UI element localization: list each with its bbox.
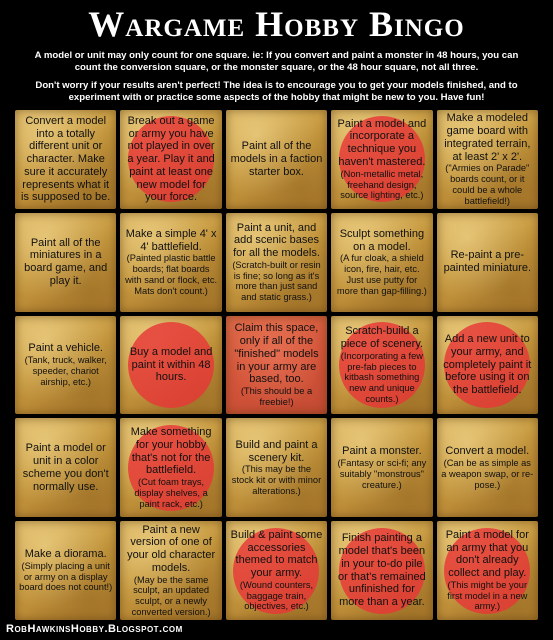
bingo-square[interactable] xyxy=(15,316,116,415)
bingo-square-task: Add a new unit to your army, and completely paint it before using it on the battlefield. xyxy=(443,333,532,397)
bingo-square-task: Paint all of the models in a faction starter box. xyxy=(230,140,323,178)
bingo-square[interactable] xyxy=(437,316,538,415)
bingo-square-task: Scratch-build a piece of scenery. xyxy=(340,325,424,351)
bingo-square-note: (This might be your first model in a new army.) xyxy=(447,579,528,612)
bingo-square-text xyxy=(120,115,221,204)
bingo-square-task: Paint all of the miniatures in a board game, and play it. xyxy=(24,236,108,287)
bingo-square-text xyxy=(331,325,432,404)
bingo-square-task: Paint a model or unit in a color scheme you don't normally use. xyxy=(22,442,109,493)
bingo-square-task: Build and paint a scenery kit. xyxy=(235,438,318,464)
bingo-square-text xyxy=(15,442,116,493)
bingo-square-text xyxy=(15,548,116,593)
bingo-square[interactable] xyxy=(437,418,538,517)
bingo-square-text xyxy=(331,445,432,490)
bingo-square-task: Make a modeled game board with integrated terrain, at least 2' x 2'. xyxy=(444,112,531,163)
bingo-square[interactable] xyxy=(15,110,116,209)
bingo-square-note: (A fur cloak, a shield icon, fire, hair, etc. Just use putty for more than gap-filling.) xyxy=(336,253,427,296)
bingo-square-task: Sculpt something on a model. xyxy=(339,227,425,253)
page-title: Wargame Hobby Bingo xyxy=(88,4,465,44)
bingo-square-text xyxy=(437,112,538,206)
bingo-square-note: (Can be as simple as a weapon swap, or re-pose.) xyxy=(441,457,534,490)
bingo-square-note: (May be the same sculpt, an updated sculpt, or a newly converted version.) xyxy=(131,574,211,617)
footer-credit: RobHawkinsHobby.Blogspot.com xyxy=(6,623,183,635)
bingo-square-task: Paint a unit, and add scenic bases for all the models. xyxy=(233,221,320,259)
bingo-square-text xyxy=(437,333,538,397)
bingo-square-note: (Wound counters, baggage train, objectives, etc.) xyxy=(239,579,314,612)
bingo-square-text xyxy=(15,342,116,387)
bingo-square-note: (Painted plastic battle boards; flat boards with sand or flock, etc. Mats don't count.) xyxy=(125,253,218,296)
bingo-square[interactable] xyxy=(120,316,221,415)
bingo-square[interactable] xyxy=(120,213,221,312)
bingo-square-text xyxy=(437,529,538,612)
bingo-square-task: Convert a model. xyxy=(445,445,530,458)
bingo-square[interactable] xyxy=(331,110,432,209)
bingo-square-task: Paint a model for an army that you don't already collect and play. xyxy=(445,528,529,580)
bingo-square-text xyxy=(226,140,327,178)
bingo-square-task: Claim this space, only if all of the "finished" models in your army are based, too. xyxy=(234,322,319,386)
bingo-square-task: Paint a new version of one of your old character models. xyxy=(127,523,216,574)
bingo-square-text xyxy=(226,439,327,497)
bingo-square-text xyxy=(120,426,221,509)
bingo-square[interactable] xyxy=(15,418,116,517)
bingo-square-note: (Cut foam trays, display shelves, a paint rack, etc.) xyxy=(134,477,208,509)
bingo-square-task: Paint a vehicle. xyxy=(28,342,103,355)
bingo-square[interactable] xyxy=(15,213,116,312)
bingo-square-task: Re-paint a pre-painted miniature. xyxy=(443,249,532,275)
bingo-square-task: Finish painting a model that's been in your to-do pile or that's remained unfinished for more than a year. xyxy=(338,532,426,609)
bingo-square-text xyxy=(15,115,116,204)
bingo-square-note: (This may be the stock kit or with minor alterations.) xyxy=(231,464,322,496)
bingo-square-text xyxy=(331,118,432,201)
bingo-square-note: (Tank, truck, walker, speeder, chariot airship, etc.) xyxy=(24,355,107,387)
bingo-square[interactable] xyxy=(226,110,327,209)
bingo-square-text xyxy=(331,532,432,609)
bingo-grid xyxy=(15,110,538,620)
bingo-square-note: (Fantasy or sci-fi; any suitably "monstrous" creature.) xyxy=(337,457,427,490)
bingo-square-task: Build & paint some accessories themed to match your army. xyxy=(230,528,323,580)
bingo-square-note: (Incorporating a few pre-fab pieces to kitbash something new and unique counts.) xyxy=(340,350,423,404)
bingo-square-task: Make something for your hobby that's not for the battlefield. xyxy=(130,426,212,477)
bingo-square-text xyxy=(437,445,538,490)
bingo-square-text xyxy=(226,529,327,612)
bingo-square-note: (Scratch-built or resin is fine; so long as it's more than just sand and static grass.) xyxy=(232,259,321,303)
bingo-square-text xyxy=(437,249,538,275)
bingo-square-task: Make a diorama. xyxy=(24,548,107,561)
bingo-square[interactable] xyxy=(120,418,221,517)
bingo-square[interactable] xyxy=(331,213,432,312)
bingo-square-note: (Simply placing a unit or army on a display board does not count!) xyxy=(19,560,113,593)
bingo-square-task: Break out a game or army you have not played in over a year. Play it and paint at least one new model for your force. xyxy=(127,114,215,204)
bingo-square-text xyxy=(331,228,432,297)
bingo-square-note: (This should be a freebie!) xyxy=(240,386,313,407)
bingo-square-text xyxy=(15,237,116,288)
bingo-square[interactable] xyxy=(226,521,327,620)
bingo-square[interactable] xyxy=(331,316,432,415)
bingo-square-text xyxy=(120,524,221,618)
bingo-square[interactable] xyxy=(120,521,221,620)
bingo-square-text xyxy=(120,346,221,384)
bingo-square-note: ("Armies on Parade" boards count, or it could be a whole battlefield!) xyxy=(445,163,530,206)
bingo-square-task: Paint a monster. xyxy=(342,445,422,458)
bingo-square-text xyxy=(226,322,327,407)
bingo-square-task: Convert a model into a totally different unit or character. Make sure it accurately represents what it is supposed to be. xyxy=(21,114,111,204)
bingo-square-note: (Non-metallic metal, freehand design, source lighting, etc.) xyxy=(340,168,424,201)
bingo-square-task: Paint a model and incorporate a technique you haven't mastered. xyxy=(337,117,427,168)
rules-text-1: A model or unit may only count for one square. ie: If you convert and paint a monster in 48 hours, you can count the conversion square, or the monster square, or the 48 hour square, not all three. xyxy=(34,50,519,73)
bingo-square-text xyxy=(226,222,327,303)
bingo-square[interactable] xyxy=(226,316,327,415)
bingo-square[interactable] xyxy=(120,110,221,209)
bingo-square[interactable] xyxy=(226,213,327,312)
bingo-square-task: Buy a model and paint it within 48 hours. xyxy=(129,345,213,384)
bingo-square[interactable] xyxy=(15,521,116,620)
bingo-square[interactable] xyxy=(437,110,538,209)
bingo-square-text xyxy=(120,228,221,297)
bingo-square[interactable] xyxy=(331,521,432,620)
rules-text-2: Don't worry if your results aren't perfect! The idea is to encourage you to get your models finished, and to experiment with or practice some aspects of the hobby that might be new to you. Have fun! xyxy=(35,80,518,103)
bingo-square[interactable] xyxy=(437,213,538,312)
bingo-square[interactable] xyxy=(226,418,327,517)
bingo-square[interactable] xyxy=(331,418,432,517)
bingo-square[interactable] xyxy=(437,521,538,620)
bingo-square-task: Make a simple 4' x 4' battlefield. xyxy=(125,227,217,253)
